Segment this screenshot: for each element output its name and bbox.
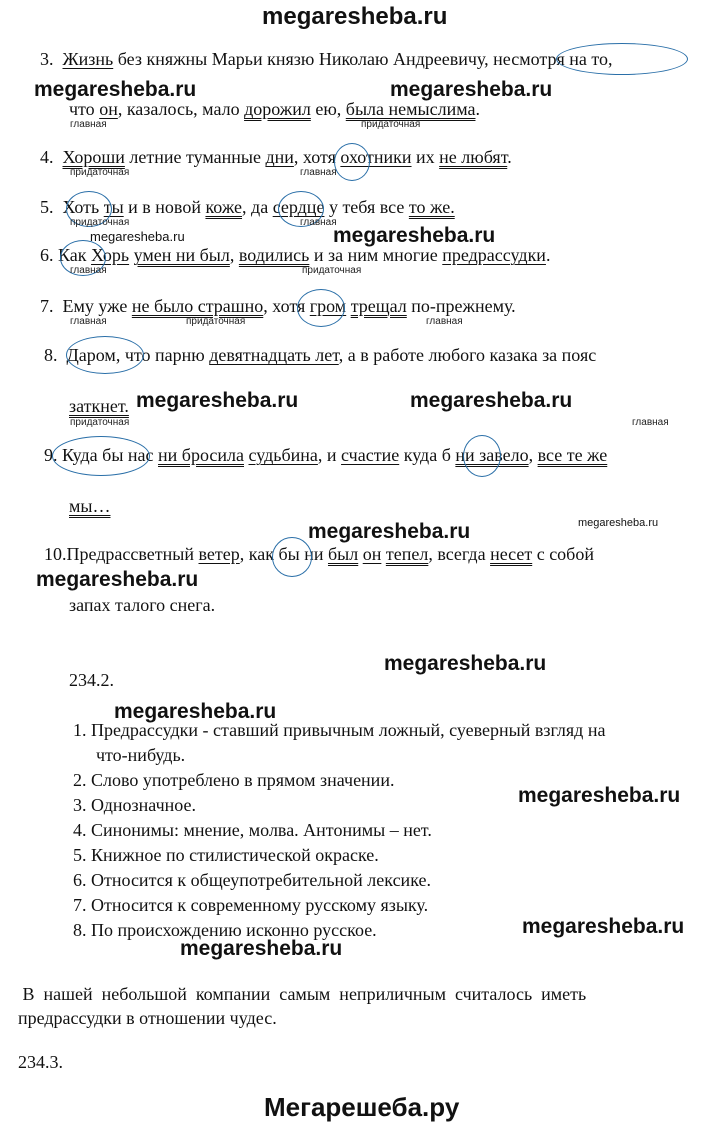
watermark: megaresheba.ru xyxy=(180,937,343,960)
clause-tag: главная xyxy=(300,167,337,178)
subject: Жизнь xyxy=(62,49,114,69)
watermark: megaresheba.ru xyxy=(410,389,573,412)
conjunction-circle xyxy=(334,143,370,181)
clause-tag: придаточная xyxy=(302,265,362,276)
conjunction-circle xyxy=(272,537,312,577)
conjunction-circle xyxy=(556,43,688,75)
list-item: 3. Однозначное. xyxy=(73,795,196,815)
section-heading: 234.3. xyxy=(18,1052,63,1072)
watermark: megaresheba.ru xyxy=(36,568,199,591)
watermark: megaresheba.ru xyxy=(114,700,277,723)
list-item: 1. Предрассудки - ставший привычным ложный, суеверный взгляд на xyxy=(73,720,606,740)
sentence-8-line-1: 8. Даром, что парню девятнадцать лет, а в работе любого казака за пояс xyxy=(44,345,597,365)
sentence-10-line-1: 10.Предрассветный ветер, как бы ни был он тепел, всегда несет с собой xyxy=(44,544,594,564)
list-item: 2. Слово употреблено в прямом значении. xyxy=(73,770,395,790)
sentence-3-line-2: что он, казалось, мало дорожил ею, была немыслима. xyxy=(69,99,480,119)
paragraph: В нашей небольшой компании самым неприличным считалось иметь предрассудки в отношении чудес. xyxy=(18,984,587,1028)
list-item: что-нибудь. xyxy=(96,745,186,765)
watermark-top: megaresheba.ru xyxy=(262,3,448,30)
watermark: megaresheba.ru xyxy=(578,517,659,529)
watermark: megaresheba.ru xyxy=(34,78,197,101)
sentence-7: 7. Ему уже не было страшно, хотя гром трещал по-прежнему. xyxy=(40,296,516,316)
watermark: megaresheba.ru xyxy=(90,229,185,244)
list-item: 5. Книжное по стилистической окраске. xyxy=(73,845,379,865)
clause-tag: главная xyxy=(70,265,107,276)
list-item: 4. Синонимы: мнение, молва. Антонимы – нет. xyxy=(73,820,432,840)
list-item: 8. По происхождению исконно русское. xyxy=(73,920,377,940)
clause-tag: главная xyxy=(300,217,337,228)
watermark: megaresheba.ru xyxy=(308,520,471,543)
list-item: 7. Относится к современному русскому языку. xyxy=(73,895,429,915)
clause-tag: придаточная xyxy=(70,417,130,428)
watermark-bottom: Мегарешеба.ру xyxy=(264,1092,460,1122)
sentence-9-line-2: мы… xyxy=(69,496,111,516)
clause-tag: придаточная xyxy=(70,217,130,228)
watermark: megaresheba.ru xyxy=(390,78,553,101)
clause-tag: главная xyxy=(70,316,107,327)
list-item: 6. Относится к общеупотребительной лексике. xyxy=(73,870,431,890)
conjunction-circle xyxy=(66,336,144,374)
clause-tag: главная xyxy=(632,417,669,428)
watermark: megaresheba.ru xyxy=(522,915,685,938)
sentence-10-line-2: запах талого снега. xyxy=(69,595,216,615)
sentence-5: 5. Хоть ты и в новой коже, да сердце у тебя все то же. xyxy=(40,197,455,217)
section-heading: 234.2. xyxy=(69,670,114,690)
conjunction-circle xyxy=(297,289,345,327)
sentence-6: 6. Как Хорь умен ни был, водились и за ним многие предрассудки. xyxy=(40,245,551,265)
watermark: megaresheba.ru xyxy=(136,389,299,412)
watermark: megaresheba.ru xyxy=(384,652,547,675)
clause-tag: придаточная xyxy=(186,316,246,327)
sentence-3-line-1: 3. Жизнь без княжны Марьи князю Николаю Андреевичу, несмотря на то, xyxy=(40,49,613,69)
clause-tag: главная xyxy=(426,316,463,327)
sentence-8-line-2: заткнет. xyxy=(69,396,129,416)
clause-tag: главная xyxy=(70,119,107,130)
watermark: megaresheba.ru xyxy=(518,784,681,807)
conjunction-circle xyxy=(52,436,150,476)
sentence-4: 4. Хороши летние туманные дни, хотя охотники их не любят. xyxy=(40,147,512,167)
watermark: megaresheba.ru xyxy=(333,224,496,247)
clause-tag: придаточная xyxy=(361,119,421,130)
clause-tag: придаточная xyxy=(70,167,130,178)
conjunction-circle xyxy=(463,435,501,477)
sentence-9-line-1: 9. Куда бы нас ни бросила судьбина, и счастие куда б ни завело, все те же xyxy=(44,445,608,465)
